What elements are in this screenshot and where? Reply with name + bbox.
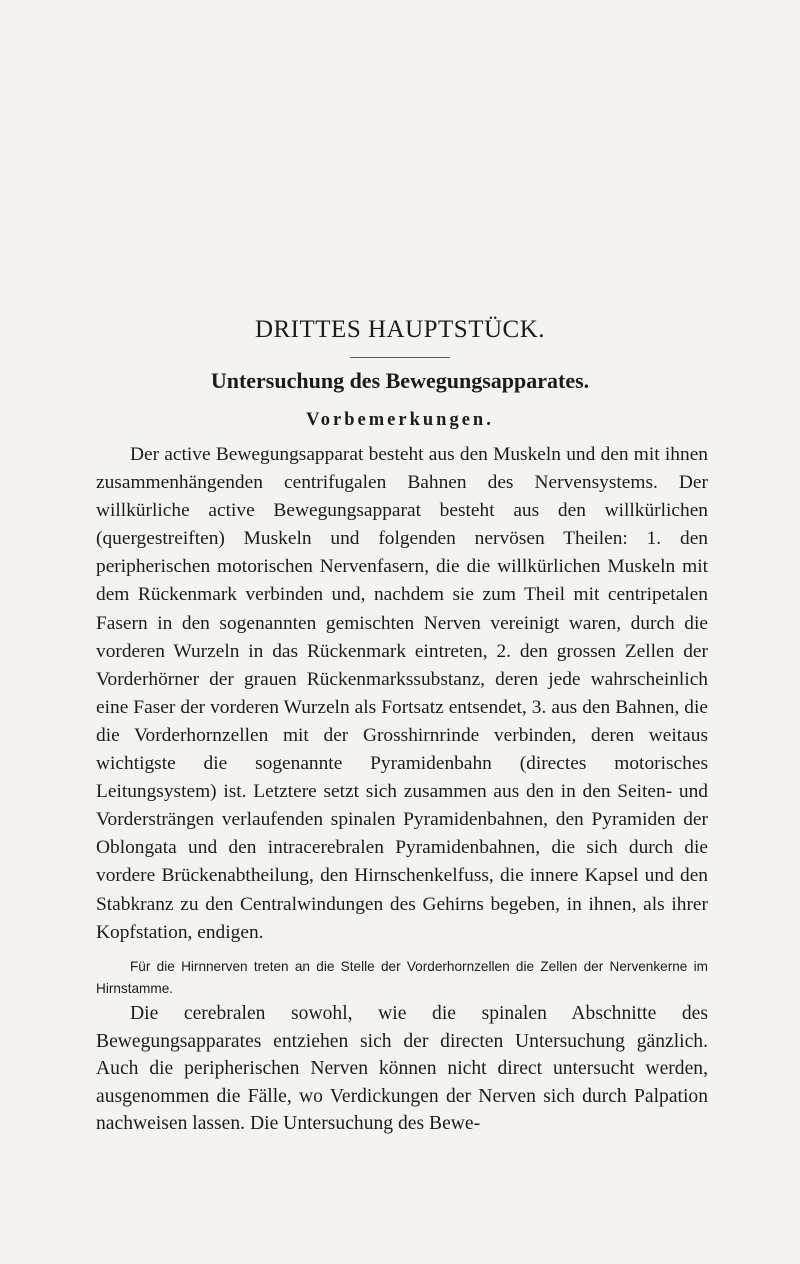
paragraph-1: Der active Bewegungsapparat besteht aus den Muskeln und den mit ihnen zusammenhängenden centrifugalen Bahnen des Nervensystems. Der willkürliche active Bewegungsapparat besteht aus den willkürlichen (quergestreiften) Muskeln und folgenden nervösen Theilen: 1. den peripherischen motorischen Nervenfasern, die die willkürlichen Muskeln mit dem Rückenmark verbinden und, nachdem sie zum Theil mit centripetalen Fasern in den sogenannten gemischten Nerven vereinigt waren, durch die vorderen Wurzeln in das Rückenmark eintreten, 2. den grossen Zellen der Vorderhörner der grauen Rückenmarkssubstanz, deren jede wahrscheinlich eine Faser der vorderen Wurzeln als Fortsatz entsendet, 3. aus den Bahnen, die die Vorderhornzellen mit der Grosshirnrinde verbinden, deren weitaus wichtigste die sogenannte Pyramidenbahn (directes motorisches Leitungsystem) ist. Letztere setzt sich zusammen aus den in den Seiten- und Vordersträngen verlaufenden spinalen Pyramidenbahnen, den Pyramiden der Oblongata und den intracerebralen Pyramidenbahnen, die sich durch die vordere Brückenabtheilung, den Hirnschenkelfuss, die innere Kapsel und den Stabkranz zu den Centralwindungen des Gehirns begeben, in ihnen, als ihrer Kopfstation, endigen. [96,444,708,943]
footnote-paragraph: Für die Hirnnerven treten an die Stelle der Vorderhornzellen die Zellen der Nervenkerne im Hirnstamme. [96,959,708,996]
paragraph-2: Die cerebralen sowohl, wie die spinalen Abschnitte des Bewegungsapparates entziehen sich der directen Untersuchung gänzlich. Auch die peripherischen Nerven können nicht direct untersucht werden, ausgenommen die Fälle, wo Verdickungen der Nerven sich durch Palpation nachweisen lassen. Die Untersuchung des Bewe- [96,1003,708,1135]
title-divider [350,357,450,358]
section-title: Untersuchung des Bewegungsapparates. [210,368,590,393]
subheading: Vorbemerkungen. [306,410,494,430]
chapter-title: DRITTES HAUPTSTÜCK. [254,316,546,343]
